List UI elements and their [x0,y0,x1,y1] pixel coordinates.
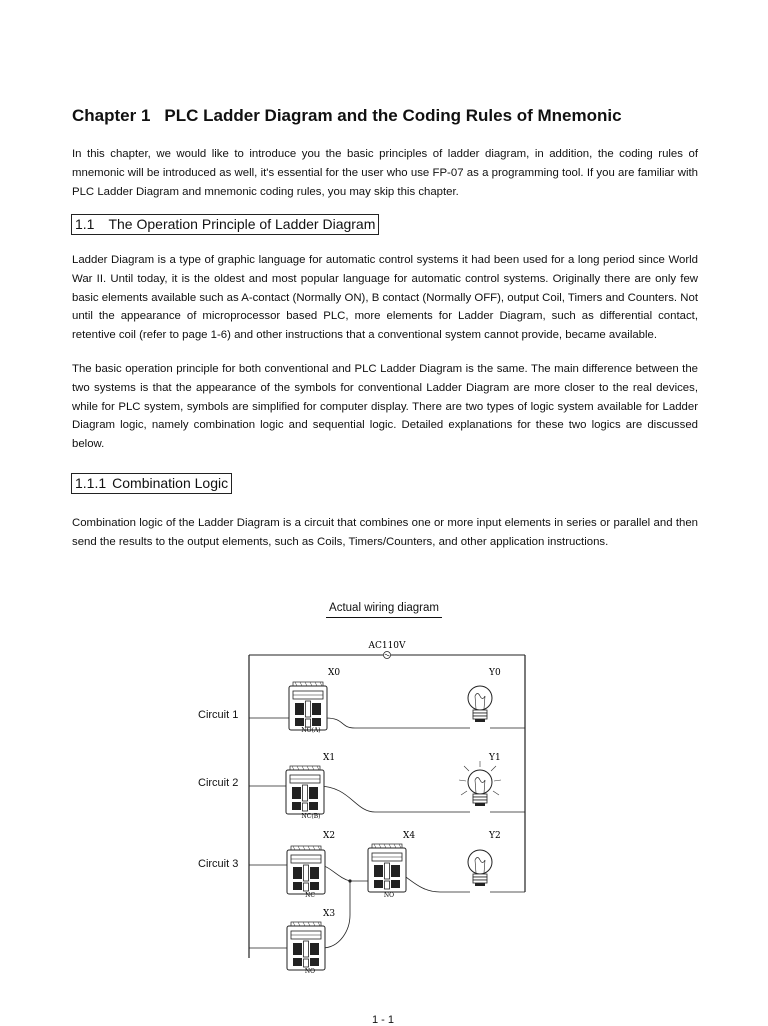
switch-x2-icon [287,831,335,899]
subsection-number: 1.1.1 [75,475,107,491]
subsection-title: Combination Logic [112,475,229,491]
operation-principle-paragraph: The basic operation principle for both conventional and PLC Ladder Diagram is the same. The main difference between the two systems is that the appearance of the symbols for conventional Ladder Diagram are more closer to the real devices, while for PLC system, symbols are simplified for computer display. There are two types of logic system available for Ladder Diagram logic, namely combination logic and sequential logic. Detailed explanations for these two logics are discussed below. [72,363,698,451]
circuit-2-label: Circuit 2 [198,777,239,789]
x1-contact-label: NC(B) [301,813,321,820]
x4-contact-label: NO [383,892,395,899]
x0-contact-label: NO(A) [301,727,321,734]
switch-x0-icon [289,668,340,734]
x4-label: X4 [403,831,416,841]
circuit-3-label: Circuit 3 [198,858,239,870]
combination-logic-paragraph: Combination logic of the Ladder Diagram is a circuit that combines one or more input elements in series or parallel and then send the results to the output elements, such as Coils, Timers/Counters, and other application instructions. [72,517,698,548]
x0-label: X0 [328,668,341,678]
section-title: The Operation Principle of Ladder Diagram [108,216,376,232]
power-label: AC110V [368,641,406,651]
figure-caption: Actual wiring diagram [326,602,442,618]
ladder-diagram-paragraph: Ladder Diagram is a type of graphic language for automatic control systems it had been used for a long period since World War II. Until today, it is the oldest and most popular language for automatic control systems. Originally there are only few basic elements available such as A-contact (Normally ON), B contact (Normally OFF), output Coil, Timers and Counters. Not until the appearance of microprocessor based PLC, more elements for Ladder Diagram, such as differential contact, retentive coil (refer to page 1-6) and other instructions that a conventional system cannot provide, became available. [72,254,698,342]
x1-label: X1 [323,753,336,763]
switch-x3-icon [287,909,335,975]
x2-contact-label: NC [305,892,315,899]
chapter-heading: PLC Ladder Diagram and the Coding Rules of Mnemonic [164,106,622,125]
y0-label: Y0 [489,668,501,678]
switch-x4-icon [368,831,415,899]
section-number: 1.1 [75,216,95,232]
x3-contact-label: NO [304,968,316,975]
x2-label: X2 [323,831,336,841]
lamp-y2-icon [468,831,501,886]
y1-label: Y1 [489,753,501,763]
chapter-number: Chapter 1 [72,106,151,125]
switch-x1-icon [286,753,335,820]
page-number: 1 - 1 [372,1014,395,1026]
lamp-y1-icon [459,753,501,806]
intro-paragraph: In this chapter, we would like to introduce you the basic principles of ladder diagram, in addition, the coding rules of mnemonic will be introduced as well, it's essential for the user who use FP-07 as a programming tool. If you are familiar with PLC Ladder Diagram and mnemonic coding rules, you may skip this chapter. [72,148,698,198]
lamp-y0-icon [468,668,501,722]
y2-label: Y2 [489,831,501,841]
x3-label: X3 [323,909,336,919]
circuit-1-label: Circuit 1 [198,709,239,721]
